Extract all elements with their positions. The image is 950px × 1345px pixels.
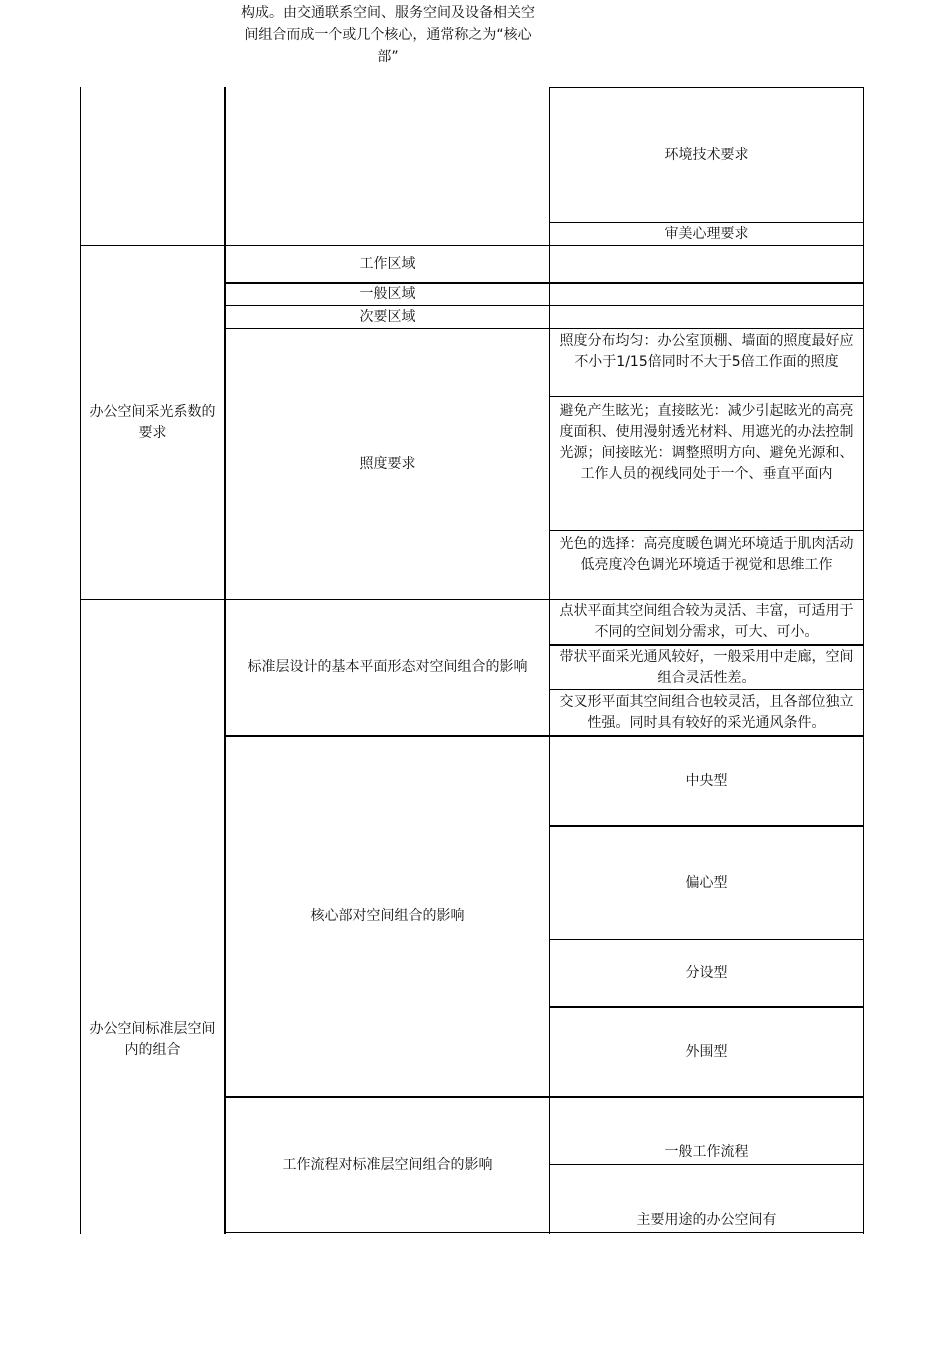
cell-plan-point: 点状平面其空间组合较为灵活、丰富，可适用于不同的空间划分需求，可大、可小。 bbox=[559, 603, 854, 640]
cell-core-perimeter: 外围型 bbox=[685, 1043, 728, 1060]
cell-illum-uniform: 照度分布均匀：办公室顶棚、墙面的照度最好应不小于1/15倍同时不大于5倍工作面的照度 bbox=[559, 333, 854, 370]
cell-workflow-impact: 工作流程对标准层空间组合的影响 bbox=[282, 1156, 493, 1173]
cell-zone-general: 一般区域 bbox=[359, 286, 416, 302]
cell-plan-form: 标准层设计的基本平面形态对空间组合的影响 bbox=[247, 659, 528, 675]
intro-line-1: 构成。由交通联系空间、服务空间及设备相关空 bbox=[241, 5, 535, 21]
row-divider-flow1 bbox=[549, 1164, 864, 1165]
cell-aesthetic-requirement: 审美心理要求 bbox=[664, 225, 749, 242]
cell-standard-floor-title: 办公空间标准层空间内的组合 bbox=[89, 1021, 216, 1058]
cell-zone-secondary: 次要区域 bbox=[359, 308, 416, 325]
cell-core-central: 中央型 bbox=[685, 772, 728, 789]
cell-zone-work: 工作区域 bbox=[359, 255, 416, 272]
table-bottom-border bbox=[224, 1232, 864, 1233]
intro-text bbox=[228, 2, 548, 68]
cell-plan-cross: 交叉形平面其空间组合也较灵活，且各部位独立性强。同时具有较好的采光通风条件。 bbox=[559, 693, 854, 731]
cell-core-impact: 核心部对空间组合的影响 bbox=[310, 908, 465, 924]
row-divider-illum1 bbox=[549, 396, 864, 397]
cell-core-split: 分设型 bbox=[685, 964, 728, 981]
cell-env-requirement: 环境技术要求 bbox=[664, 146, 749, 163]
row-divider-illum2 bbox=[549, 530, 864, 531]
intro-line-3: 部” bbox=[377, 49, 399, 65]
cell-illumination: 照度要求 bbox=[359, 455, 416, 472]
cell-lighting-title: 办公空间采光系数的要求 bbox=[89, 403, 216, 441]
table-border-right bbox=[863, 87, 864, 1234]
cell-illum-color: 光色的选择：高亮度暖色调光环境适于肌肉活动低亮度冷色调光环境适于视觉和思维工作 bbox=[559, 536, 854, 573]
cell-workflow-general: 一般工作流程 bbox=[664, 1143, 749, 1160]
cell-workflow-main: 主要用途的办公空间有 bbox=[636, 1211, 777, 1228]
cell-core-offset: 偏心型 bbox=[685, 874, 728, 891]
cell-illum-glare: 避免产生眩光；直接眩光：减少引起眩光的高亮度面积、使用漫射透光材料、用遮光的办法控制光源；间接眩光：调整照明方向、避免光源和、工作人员的视线同处于一个、垂直平面内 bbox=[559, 403, 854, 482]
cell-plan-strip: 带状平面采光通风较好，一般采用中走廊，空间组合灵活性差。 bbox=[559, 648, 854, 686]
intro-line-2: 间组合而成一个或几个核心，通常称之为“核心 bbox=[244, 27, 532, 43]
